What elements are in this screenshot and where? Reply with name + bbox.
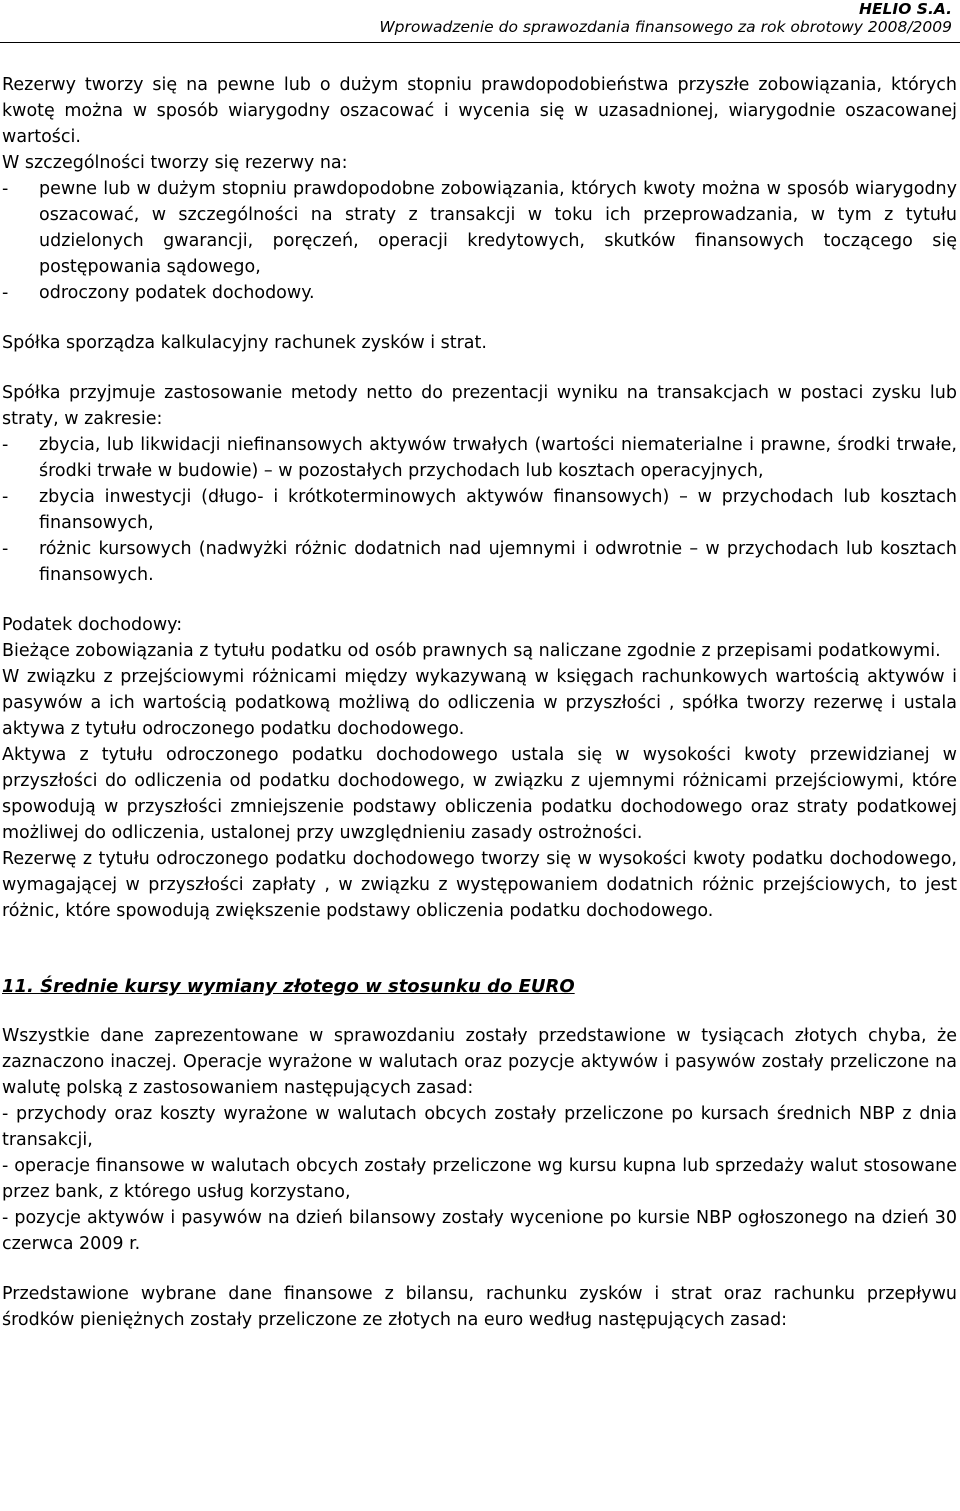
- section-11-paragraph: Wszystkie dane zaprezentowane w sprawozdaniu zostały przedstawione w tysiącach złotych chyba, że zaznaczono inaczej. Operacje wyrażone w walutach oraz pozycje aktywów i pasywów zostały przeliczone na walutę polską z zastosowaniem następujących zasad:: [2, 1026, 957, 1098]
- company-name: HELIO S.A.: [859, 0, 952, 18]
- section-11-line: - pozycje aktywów i pasywów na dzień bilansowy zostały wycenione po kursie NBP ogłoszonego na dzień 30 czerwca 2009 r.: [2, 1208, 957, 1254]
- podatek-heading: Podatek dochodowy:: [2, 615, 183, 635]
- document-subtitle: Wprowadzenie do sprawozdania finansowego za rok obrotowy 2008/2009: [379, 18, 952, 36]
- podatek-paragraph: Bieżące zobowiązania z tytułu podatku od osób prawnych są naliczane zgodnie z przepisami podatkowymi.: [2, 641, 941, 661]
- rachunek-paragraph: Spółka sporządza kalkulacyjny rachunek zysków i strat.: [2, 333, 487, 353]
- podatek-paragraph: W związku z przejściowymi różnicami między wykazywaną w księgach rachunkowych wartością aktywów i pasywów a ich wartością podatkową możliwą do odliczenia w przyszłości , spółka tworzy rezerwę i ustala aktywa z tytułu odroczonego podatku dochodowego.: [2, 667, 957, 739]
- list-item: - odroczony podatek dochodowy.: [2, 280, 957, 306]
- rezerwy-lead: W szczególności tworzy się rezerwy na:: [2, 153, 348, 173]
- podatek-paragraph: Rezerwę z tytułu odroczonego podatku dochodowego tworzy się w wysokości kwoty podatku dochodowego, wymagającej w przyszłości zapłaty , w związku z występowaniem dodatnich różnic przejściowych, to jest różnic, które spowodują zwiększenie podstawy obliczenia podatku dochodowego.: [2, 849, 957, 921]
- netto-list: [2, 432, 957, 588]
- section-11-paragraph: Przedstawione wybrane dane finansowe z bilansu, rachunku zysków i strat oraz rachunku przepływu środków pieniężnych zostały przeliczone ze złotych na euro według następujących zasad:: [2, 1284, 957, 1330]
- page-header: [379, 0, 952, 36]
- rezerwy-list: [2, 176, 957, 306]
- section-11-line: - operacje finansowe w walutach obcych zostały przeliczone wg kursu kupna lub sprzedaży walut stosowane przez bank, z którego usług korzystano,: [2, 1156, 957, 1202]
- section-11-line: - przychody oraz koszty wyrażone w walutach obcych zostały przeliczone po kursach średnich NBP z dnia transakcji,: [2, 1104, 957, 1150]
- rezerwy-intro: Rezerwy tworzy się na pewne lub o dużym stopniu prawdopodobieństwa przyszłe zobowiązania, których kwotę można w sposób wiarygodny oszacować i wycenia się w uzasadnionej, wiarygodnie oszacowanej wartości.: [2, 75, 957, 147]
- list-item: - różnic kursowych (nadwyżki różnic dodatnich nad ujemnymi i odwrotnie – w przychodach lub kosztach finansowych.: [2, 536, 957, 588]
- document-body: [2, 72, 957, 1333]
- netto-intro: Spółka przyjmuje zastosowanie metody netto do prezentacji wyniku na transakcjach w postaci zysku lub straty, w zakresie:: [2, 383, 957, 429]
- podatek-paragraph: Aktywa z tytułu odroczonego podatku dochodowego ustala się w wysokości kwoty przewidzianej w przyszłości do odliczenia od podatku dochodowego, w związku z ujemnymi różnicami przejściowymi, które spowodują w przyszłości zmniejszenie podstawy obliczenia podatku dochodowego oraz straty podatkowej możliwej do odliczenia, ustalonej przy uwzględnieniu zasady ostrożności.: [2, 745, 957, 843]
- list-item: - zbycia inwestycji (długo- i krótkoterminowych aktywów finansowych) – w przychodach lub kosztach finansowych,: [2, 484, 957, 536]
- header-divider: [0, 42, 960, 43]
- list-item: - pewne lub w dużym stopniu prawdopodobne zobowiązania, których kwoty można w sposób wiarygodny oszacować, w szczególności na straty z transakcji w toku ich przeprowadzania, w tym z tytułu udzielonych gwarancji, poręczeń, operacji kredytowych, skutków finansowych toczącego się postępowania sądowego,: [2, 176, 957, 280]
- section-11-title: 11. Średnie kursy wymiany złotego w stosunku do EURO: [2, 976, 575, 997]
- list-item: - zbycia, lub likwidacji niefinansowych aktywów trwałych (wartości niematerialne i prawne, środki trwałe, środki trwałe w budowie) – w pozostałych przychodach lub kosztach operacyjnych,: [2, 432, 957, 484]
